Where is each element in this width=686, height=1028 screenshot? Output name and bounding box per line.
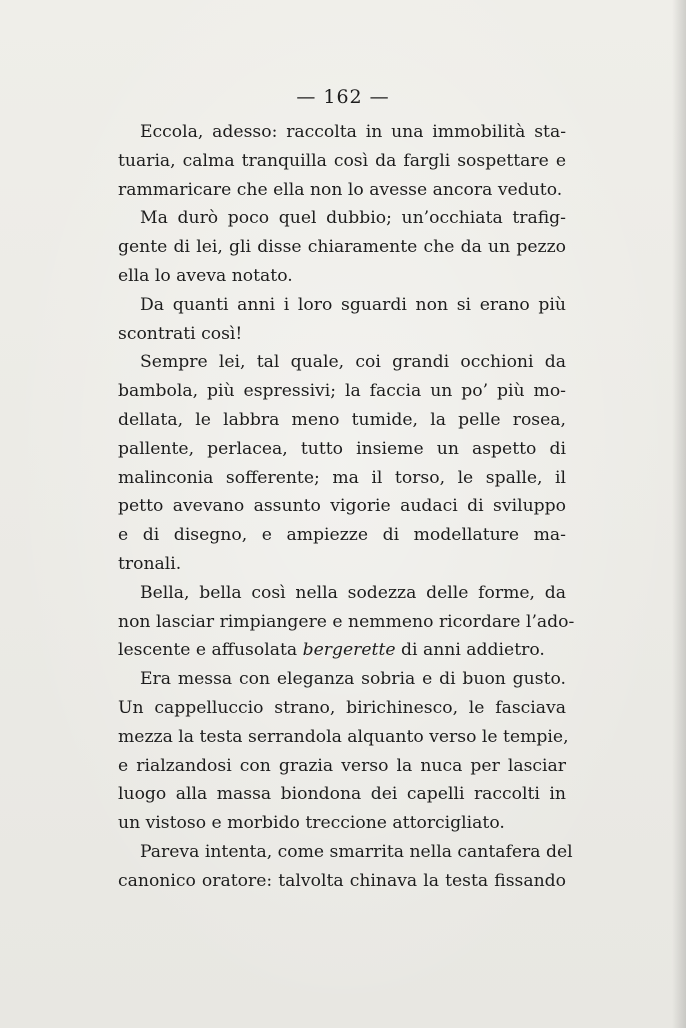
text-line: canonico oratore: talvolta chinava la testa fissando [118,870,566,891]
text-line: pallente, perlacea, tutto insieme un aspetto di [118,438,566,459]
text-line: Ma durò poco quel dubbio; un’occhiata trafig- [140,208,566,229]
text-line: scontrati così! [118,323,243,344]
text-line: Pareva intenta, come smarrita nella cantafera del [140,841,573,862]
text-line: Era messa con eleganza sobria e di buon gusto. [140,669,566,690]
text-line-with-italic [118,636,566,665]
text-line: bambola, più espressivi; la faccia un po’ più mo- [118,381,566,402]
text-line: malinconia sofferente; ma il torso, le spalle, il [118,467,566,488]
italic-word: bergerette [302,640,396,661]
text-line: tuaria, calma tranquilla così da fargli sospettare e [118,150,566,171]
page-number: — 162 — [296,86,390,108]
text-run: di anni addietro. [395,640,545,661]
text-line: Sempre lei, tal quale, coi grandi occhioni da [140,352,566,373]
text-line: Da quanti anni i loro sguardi non si erano più [140,294,566,315]
text-line: Eccola, adesso: raccolta in una immobilità sta- [140,122,566,142]
text-line: ella lo aveva notato. [118,265,293,286]
text-line: Un cappelluccio strano, birichinesco, le fasciava [118,697,566,718]
text-line: e rialzandosi con grazia verso la nuca per lasciar [118,755,566,776]
page-edge-shadow [672,0,686,1028]
text-run: lescente e affusolata [118,640,303,661]
text-line: luogo alla massa biondona dei capelli raccolti in [118,784,566,805]
text-line: rammaricare che ella non lo avesse ancora veduto. [118,179,563,200]
text-line: e di disegno, e ampiezze di modellature ma- [118,525,566,546]
text-line: non lasciar rimpiangere e nemmeno ricordare l’ado- [118,611,575,632]
text-line: un vistoso e morbido treccione attorcigliato. [118,813,505,834]
text-line: dellata, le labbra meno tumide, la pelle rosea, [118,409,566,430]
text-line: tronali. [118,553,182,574]
body-text [118,118,575,896]
text-line: mezza la testa serrandola alquanto verso le tempie, [118,726,569,747]
text-line: petto avevano assunto vigorie audaci di sviluppo [118,496,566,517]
text-line: Bella, bella così nella sodezza delle forme, da [140,582,566,603]
text-line: gente di lei, gli disse chiaramente che da un pezzo [118,237,566,258]
